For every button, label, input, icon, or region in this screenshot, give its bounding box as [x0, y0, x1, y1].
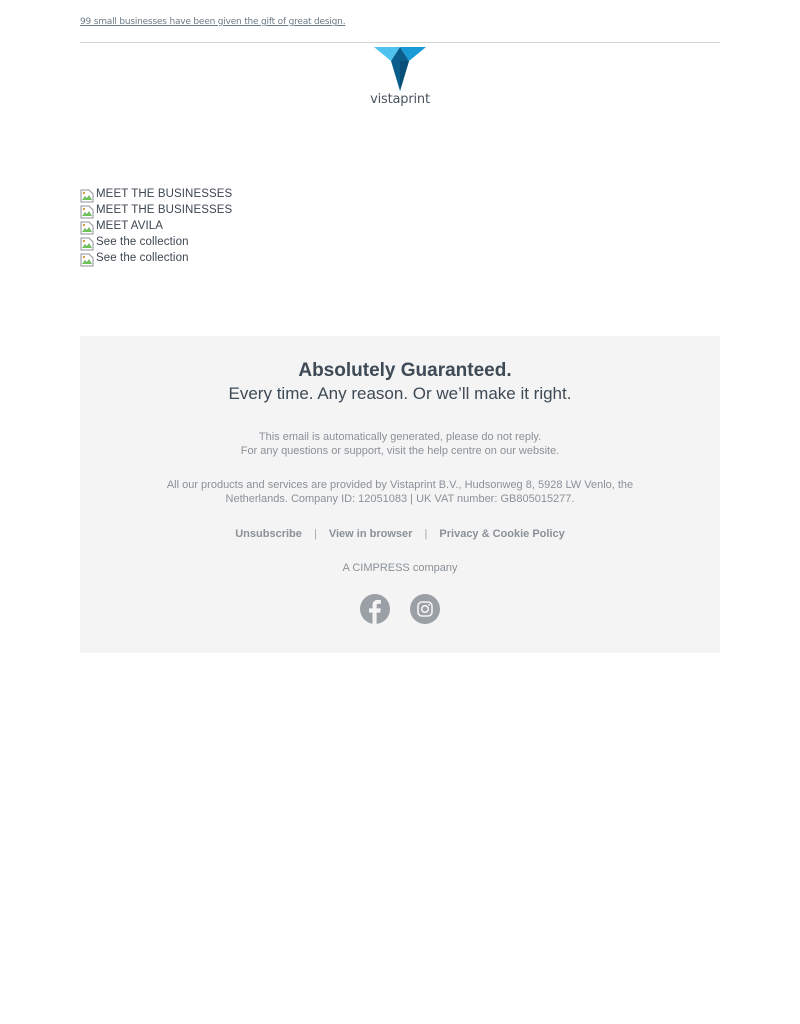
footer	[80, 336, 720, 653]
image-alt-text: MEET AVILA	[96, 220, 164, 232]
broken-image-icon	[80, 237, 94, 251]
social-links	[80, 594, 720, 624]
broken-image-icon	[80, 221, 94, 235]
broken-image-see-collection-1[interactable]	[80, 234, 720, 250]
image-alt-text: MEET THE BUSINESSES	[96, 204, 233, 216]
instagram-icon[interactable]	[410, 594, 440, 624]
broken-image-icon	[80, 205, 94, 219]
image-list	[80, 186, 720, 266]
vistaprint-logo[interactable]	[80, 47, 720, 111]
broken-image-see-collection-2[interactable]	[80, 250, 720, 266]
link-separator: |	[313, 528, 317, 540]
view-in-browser-link[interactable]: View in browser	[328, 528, 413, 540]
auto-notice-line-2: For any questions or support, visit the help centre on our website.	[240, 445, 560, 457]
broken-image-icon	[80, 189, 94, 203]
link-separator: |	[424, 528, 428, 540]
legal-text: All our products and services are provided by Vistaprint B.V., Hudsonweg 8, 5928 LW Venlo, the Netherlands. Company ID: 12051083 | UK VAT number: GB805015277.	[166, 479, 634, 505]
unsubscribe-link[interactable]: Unsubscribe	[235, 528, 302, 540]
vistaprint-v-icon	[374, 47, 426, 91]
privacy-policy-link[interactable]: Privacy & Cookie Policy	[439, 528, 565, 540]
preheader-link[interactable]: 99 small businesses have been given the gift of great design.	[80, 17, 346, 27]
footer-links	[80, 528, 720, 540]
image-alt-text: MEET THE BUSINESSES	[96, 188, 233, 200]
guarantee-title: Absolutely Guaranteed.	[298, 360, 512, 381]
image-alt-text: See the collection	[96, 236, 189, 248]
auto-notice-line-1: This email is automatically generated, please do not reply.	[258, 431, 542, 443]
image-alt-text: See the collection	[96, 252, 189, 264]
email-container	[80, 0, 720, 653]
broken-image-icon	[80, 253, 94, 267]
broken-image-meet-businesses-1[interactable]	[80, 186, 720, 202]
broken-image-meet-businesses-2[interactable]	[80, 202, 720, 218]
broken-image-meet-avila[interactable]	[80, 218, 720, 234]
auto-generated-notice	[80, 430, 720, 458]
facebook-icon[interactable]	[360, 594, 390, 624]
preheader	[80, 0, 720, 43]
logo-wordmark: vistaprint	[370, 92, 430, 107]
guarantee-subtitle: Every time. Any reason. Or we’ll make it right.	[228, 384, 572, 403]
company-line: A CIMPRESS company	[342, 562, 458, 574]
